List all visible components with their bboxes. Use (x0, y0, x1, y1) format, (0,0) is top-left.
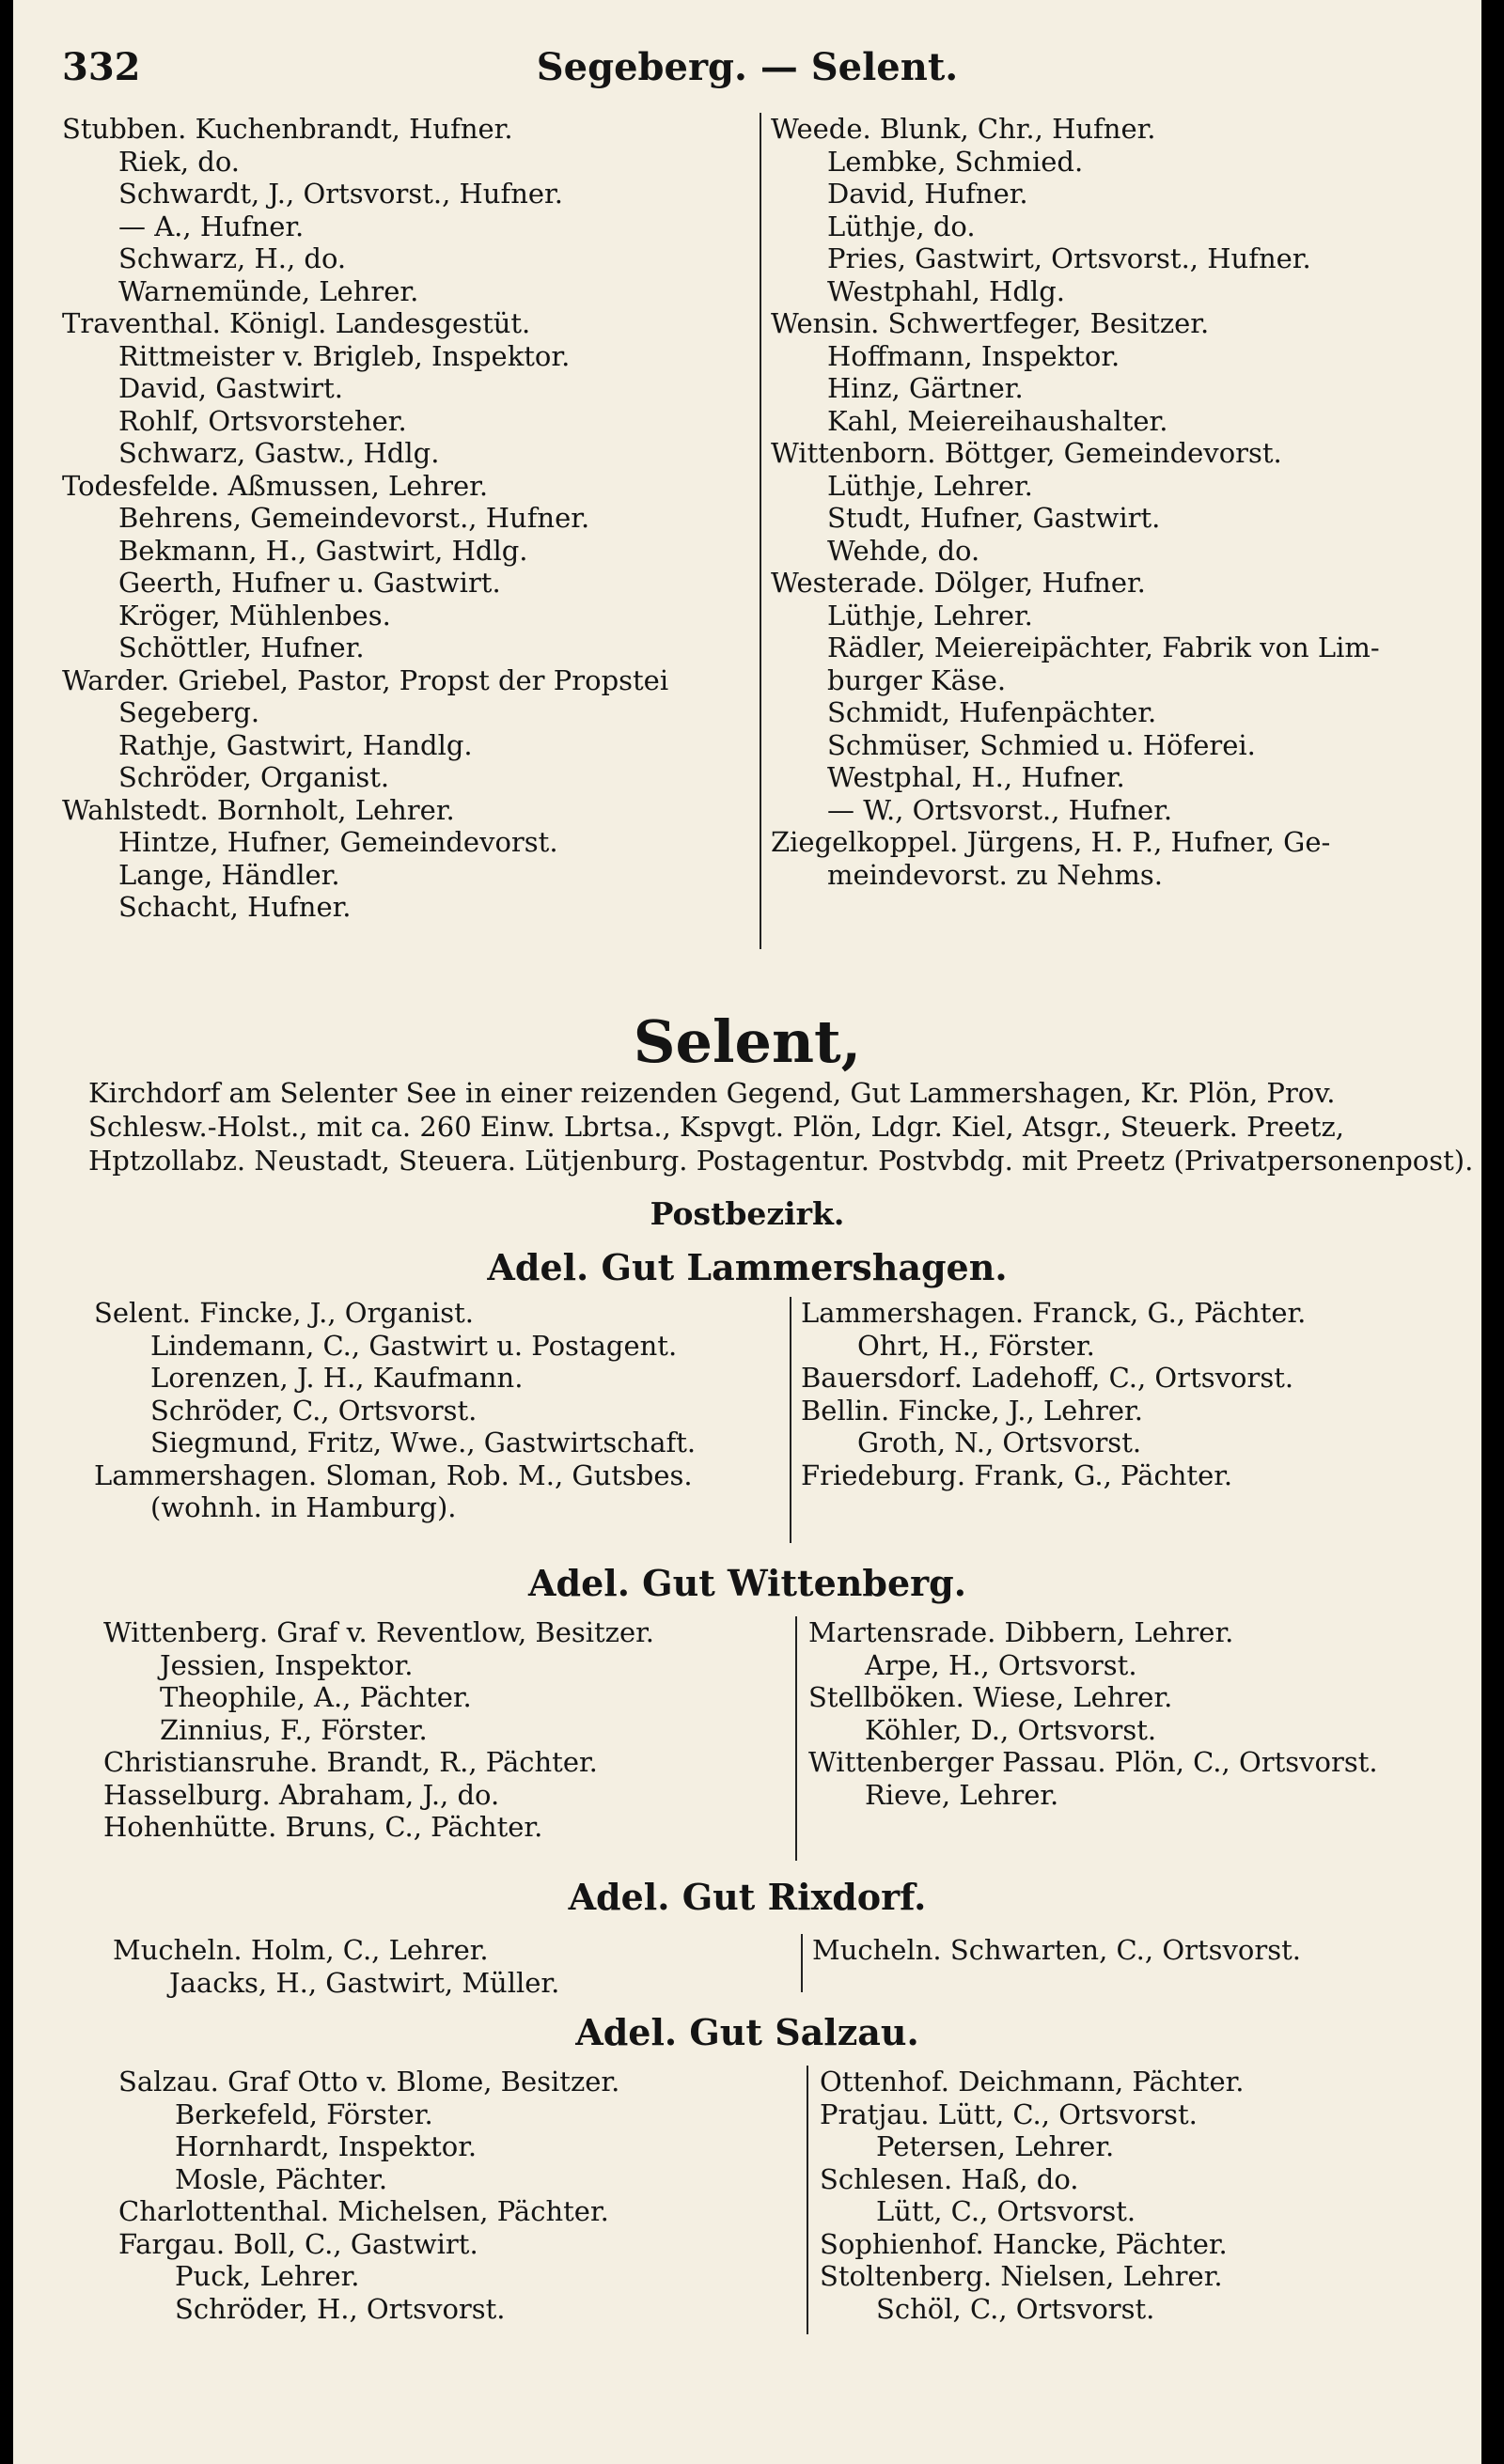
entry-continuation: Rohlf, Ortsvorsteher. (118, 404, 407, 437)
entry-continuation: meindevorst. zu Nehms. (827, 858, 1164, 891)
entry-place: Hasselburg. Abraham, J., do. (103, 1778, 500, 1811)
entry-continuation: Schöl, C., Ortsvorst. (876, 2292, 1155, 2325)
entry-continuation: Lütt, C., Ortsvorst. (876, 2195, 1136, 2227)
entry-continuation: Segeberg. (118, 696, 260, 728)
entry-continuation: Schwarz, H., do. (118, 242, 347, 274)
lammershagen-right-column (801, 1297, 1468, 1491)
entry-continuation: Zinnius, F., Förster. (160, 1713, 428, 1746)
entry-continuation: Kröger, Mühlenbes. (118, 599, 391, 632)
entry-continuation: Siegmund, Fritz, Wwe., Gastwirtschaft. (150, 1427, 697, 1458)
segeberg-left-column (62, 113, 748, 924)
entry-place: Charlottenthal. Michelsen, Pächter. (118, 2195, 609, 2227)
rixdorf-right-column (812, 1934, 1470, 1967)
column-divider (807, 2066, 808, 2334)
section-title-salzau: Adel. Gut Salzau. (575, 2011, 919, 2053)
entry-continuation: — A., Hufner. (118, 210, 305, 242)
entry-continuation: Riek, do. (118, 145, 241, 178)
intro-line: Kirchdorf am Selenter See in einer reizenden Gegend, Gut Lammershagen, Kr. Plön, Prov. (88, 1077, 1336, 1109)
entry-continuation: Lüthje, Lehrer. (827, 469, 1033, 502)
entry-continuation: Rittmeister v. Brigleb, Inspektor. (118, 339, 571, 372)
entry-continuation: Kahl, Meiereihaushalter. (827, 404, 1168, 437)
entry-continuation: Wehde, do. (827, 534, 980, 567)
entry-place: Pratjau. Lütt, C., Ortsvorst. (820, 2098, 1198, 2130)
entry-place: Wahlstedt. Bornholt, Lehrer. (62, 793, 455, 826)
entry-place: Sophienhof. Hancke, Pächter. (820, 2227, 1228, 2260)
column-divider (760, 113, 761, 949)
rixdorf-left-column (113, 1934, 790, 1999)
entry-place: Bauersdorf. Ladehoff, C., Ortsvorst. (801, 1362, 1294, 1394)
entry-continuation: Jaacks, H., Gastwirt, Müller. (169, 1966, 560, 1999)
entry-continuation: Schacht, Hufner. (118, 891, 352, 923)
postbezirk-heading: Postbezirk. (650, 1195, 845, 1232)
entry-continuation: Arpe, H., Ortsvorst. (865, 1648, 1137, 1681)
entry-place: Hohenhütte. Bruns, C., Pächter. (103, 1811, 543, 1843)
directory-page (13, 0, 1481, 2464)
entry-place: Schlesen. Haß, do. (820, 2162, 1079, 2195)
entry-continuation: Lindemann, C., Gastwirt u. Postagent. (150, 1329, 678, 1362)
entry-continuation: — W., Ortsvorst., Hufner. (827, 793, 1173, 826)
entry-continuation: Köhler, D., Ortsvorst. (865, 1713, 1157, 1746)
entry-continuation: Pries, Gastwirt, Ortsvorst., Hufner. (827, 242, 1311, 274)
entry-place: Stubben. Kuchenbrandt, Hufner. (62, 113, 513, 145)
running-header (13, 45, 1481, 101)
entry-place: Lammershagen. Sloman, Rob. M., Gutsbes. (94, 1458, 693, 1491)
entry-continuation: Warnemünde, Lehrer. (118, 274, 419, 307)
entry-place: Wittenborn. Böttger, Gemeindevorst. (771, 437, 1282, 469)
entry-continuation: Schmidt, Hufenpächter. (827, 696, 1157, 728)
wittenberg-left-column (103, 1616, 785, 1844)
entry-continuation: Bekmann, H., Gastwirt, Hdlg. (118, 534, 528, 567)
entry-place: Selent. Fincke, J., Organist. (94, 1297, 474, 1329)
entry-continuation: (wohnh. in Hamburg). (150, 1491, 457, 1523)
column-divider (795, 1616, 797, 1861)
entry-continuation: Lüthje, Lehrer. (827, 599, 1033, 632)
entry-continuation: Ohrt, H., Förster. (857, 1329, 1095, 1362)
segeberg-right-column (771, 113, 1466, 891)
entry-place: Traventhal. Königl. Landesgestüt. (62, 307, 531, 339)
entry-continuation: Schwardt, J., Ortsvorst., Hufner. (118, 178, 563, 210)
entry-place: Ottenhof. Deichmann, Pächter. (820, 2066, 1245, 2098)
entry-continuation: Schmüser, Schmied u. Höferei. (827, 728, 1256, 761)
page-number: 332 (62, 45, 141, 89)
entry-place: Martensrade. Dibbern, Lehrer. (808, 1616, 1234, 1648)
entry-continuation: Petersen, Lehrer. (876, 2130, 1115, 2162)
entry-continuation: Lembke, Schmied. (827, 145, 1084, 178)
intro-line: Schlesw.-Holst., mit ca. 260 Einw. Lbrtsa., Kspvgt. Plön, Ldgr. Kiel, Atsgr., Steuerk. Preetz, (88, 1111, 1344, 1143)
column-divider (790, 1297, 791, 1543)
entry-place: Todesfelde. Aßmussen, Lehrer. (62, 469, 489, 502)
entry-continuation: Westphal, H., Hufner. (827, 761, 1125, 793)
entry-place: Wittenberger Passau. Plön, C., Ortsvorst. (808, 1746, 1378, 1778)
entry-continuation: Berkefeld, Förster. (175, 2098, 433, 2130)
entry-continuation: Theophile, A., Pächter. (160, 1681, 472, 1713)
entry-continuation: Puck, Lehrer. (175, 2260, 360, 2292)
entry-continuation: David, Hufner. (827, 178, 1028, 210)
entry-place: Wittenberg. Graf v. Reventlow, Besitzer. (103, 1616, 655, 1648)
entry-continuation: Rieve, Lehrer. (865, 1778, 1059, 1811)
entry-place: Mucheln. Holm, C., Lehrer. (113, 1934, 489, 1966)
entry-continuation: Schöttler, Hufner. (118, 632, 365, 663)
entry-place: Warder. Griebel, Pastor, Propst der Propstei (62, 663, 669, 696)
entry-place: Wensin. Schwertfeger, Besitzer. (771, 307, 1210, 339)
entry-continuation: Lüthje, do. (827, 210, 976, 242)
entry-place: Weede. Blunk, Chr., Hufner. (771, 113, 1156, 145)
entry-continuation: Westphahl, Hdlg. (827, 274, 1065, 307)
section-title-lammershagen: Adel. Gut Lammershagen. (487, 1246, 1008, 1288)
selent-intro (88, 1076, 1474, 1177)
entry-continuation: Schröder, H., Ortsvorst. (175, 2292, 506, 2325)
entry-continuation: burger Käse. (827, 663, 1007, 696)
salzau-right-column (820, 2066, 1468, 2325)
entry-place: Stellböken. Wiese, Lehrer. (808, 1681, 1173, 1713)
entry-continuation: Rathje, Gastwirt, Handlg. (118, 728, 473, 761)
entry-place: Christiansruhe. Brandt, R., Pächter. (103, 1746, 598, 1778)
entry-place: Lammershagen. Franck, G., Pächter. (801, 1297, 1307, 1329)
wittenberg-right-column (808, 1616, 1471, 1811)
section-title-wittenberg: Adel. Gut Wittenberg. (528, 1562, 966, 1604)
entry-continuation: Geerth, Hufner u. Gastwirt. (118, 567, 501, 599)
entry-continuation: Rädler, Meiereipächter, Fabrik von Lim- (827, 632, 1380, 663)
entry-continuation: Behrens, Gemeindevorst., Hufner. (118, 502, 590, 534)
column-divider (801, 1934, 803, 1992)
entry-continuation: Schröder, C., Ortsvorst. (150, 1394, 478, 1427)
entry-continuation: David, Gastwirt. (118, 372, 344, 404)
entry-place: Stoltenberg. Nielsen, Lehrer. (820, 2260, 1223, 2292)
entry-continuation: Hintze, Hufner, Gemeindevorst. (118, 826, 558, 858)
entry-continuation: Hoffmann, Inspektor. (827, 339, 1120, 372)
entry-continuation: Jessien, Inspektor. (160, 1648, 414, 1681)
entry-continuation: Hornhardt, Inspektor. (175, 2130, 478, 2162)
entry-continuation: Groth, N., Ortsvorst. (857, 1427, 1142, 1458)
entry-continuation: Schröder, Organist. (118, 761, 390, 793)
entry-continuation: Lange, Händler. (118, 858, 340, 891)
entry-continuation: Lorenzen, J. H., Kaufmann. (150, 1362, 524, 1394)
entry-place: Westerade. Dölger, Hufner. (771, 567, 1146, 599)
salzau-left-column (118, 2066, 795, 2325)
entry-place: Bellin. Fincke, J., Lehrer. (801, 1394, 1143, 1427)
entry-continuation: Studt, Hufner, Gastwirt. (827, 502, 1161, 534)
entry-place: Mucheln. Schwarten, C., Ortsvorst. (812, 1934, 1301, 1966)
entry-place: Salzau. Graf Otto v. Blome, Besitzer. (118, 2066, 620, 2098)
entry-continuation: Mosle, Pächter. (175, 2162, 388, 2195)
entry-place: Ziegelkoppel. Jürgens, H. P., Hufner, Ge- (771, 826, 1331, 858)
intro-line: Hptzollabz. Neustadt, Steuera. Lütjenburg. Postagentur. Postvbdg. mit Preetz (Privatpersonenpost). (88, 1145, 1474, 1177)
running-title: Segeberg. — Selent. (536, 45, 959, 89)
lammershagen-left-column (94, 1297, 776, 1524)
entry-place: Fargau. Boll, C., Gastwirt. (118, 2227, 478, 2260)
selent-title: Selent, (633, 1007, 862, 1076)
entry-place: Friedeburg. Frank, G., Pächter. (801, 1458, 1233, 1491)
entry-continuation: Schwarz, Gastw., Hdlg. (118, 437, 440, 469)
entry-continuation: Hinz, Gärtner. (827, 372, 1024, 404)
section-title-rixdorf: Adel. Gut Rixdorf. (568, 1876, 927, 1918)
